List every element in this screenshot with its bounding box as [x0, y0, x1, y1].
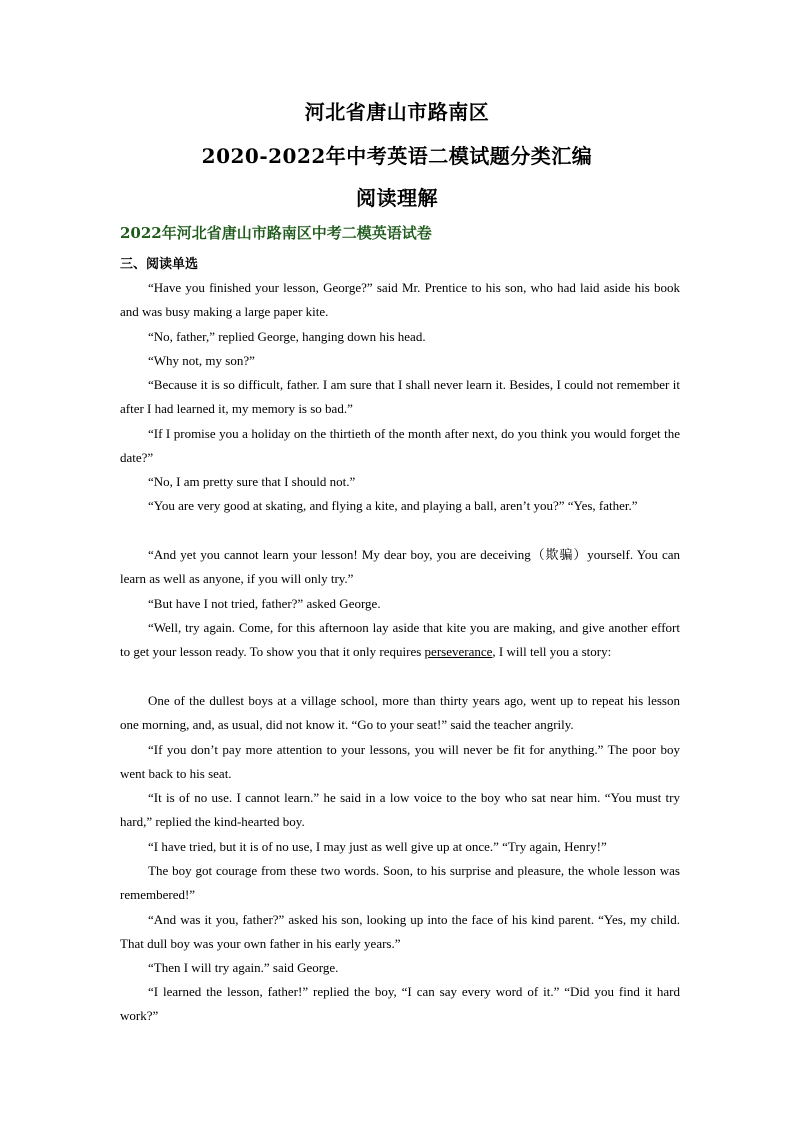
passage-paragraph-7: “You are very good at skating, and flying a kite, and playing a ball, aren’t you?” “Yes, father.”: [148, 498, 638, 513]
passage-paragraph-11: One of the dullest boys at a village school, more than thirty years ago, went up to repeat his lesson one morning, and, as usual, did not know it. “Go to your seat!” said the teacher angrily.: [120, 693, 680, 733]
title-reading-comprehension: 阅读理解: [356, 186, 438, 210]
passage-paragraph-6: “No, I am pretty sure that I should not.”: [148, 474, 356, 489]
passage-paragraph-4: “Because it is so difficult, father. I am sure that I shall never learn it. Besides, I could not remember it after I had learned it, my memory is so bad.”: [120, 377, 680, 417]
passage-paragraph-9: “But have I not tried, father?” asked George.: [148, 596, 381, 611]
passage-paragraph-2: “No, father,” replied George, hanging down his head.: [148, 329, 426, 344]
passage-paragraph-17: “Then I will try again.” said George.: [148, 960, 339, 975]
passage-text: “Well, try again. Come, for this afternoon lay aside that kite you are making, and give another effort to get your lesson ready. To show you that it only requires: [120, 620, 680, 660]
underlined-word-perseverance: perseverance: [424, 644, 493, 660]
passage-paragraph-15: The boy got courage from these two words. Soon, to his surprise and pleasure, the whole lesson was remembered!”: [120, 863, 680, 903]
passage-paragraph-13: “It is of no use. I cannot learn.” he said in a low voice to the boy who sat near him. “You must try hard,” replied the kind-hearted boy.: [120, 790, 680, 830]
title-exam-collection: 2020-2022年中考英语二模试题分类汇编: [201, 144, 593, 168]
question-type-heading: 三、阅读单选: [120, 257, 199, 272]
passage-paragraph-8: “And yet you cannot learn your lesson! My dear boy, you are deceiving（欺骗）yourself. You can learn as well as anyone, if you will only try.”: [120, 547, 680, 587]
passage-paragraph-10: [120, 616, 680, 664]
passage-paragraph-12: “If you don’t pay more attention to your lessons, you will never be fit for anything.” The poor boy went back to his seat.: [120, 742, 680, 782]
passage-paragraph-3: “Why not, my son?”: [148, 353, 255, 368]
passage-paragraph-1: “Have you finished your lesson, George?” said Mr. Prentice to his son, who had laid aside his book and was busy making a large paper kite.: [120, 280, 680, 320]
title-region: 河北省唐山市路南区: [304, 100, 490, 124]
section-title: 2022年河北省唐山市路南区中考二模英语试卷: [120, 224, 432, 242]
passage-paragraph-14: “I have tried, but it is of no use, I may just as well give up at once.” “Try again, Henry!”: [148, 839, 607, 854]
passage-text: , I will tell you a story:: [492, 644, 612, 660]
passage-paragraph-16: “And was it you, father?” asked his son, looking up into the face of his kind parent. “Yes, my child. That dull boy was your own father in his early years.”: [120, 912, 680, 952]
passage-paragraph-5: “If I promise you a holiday on the thirtieth of the month after next, do you think you would forget the date?”: [120, 426, 680, 466]
passage-paragraph-18: “I learned the lesson, father!” replied the boy, “I can say every word of it.” “Did you find it hard work?”: [120, 984, 680, 1024]
